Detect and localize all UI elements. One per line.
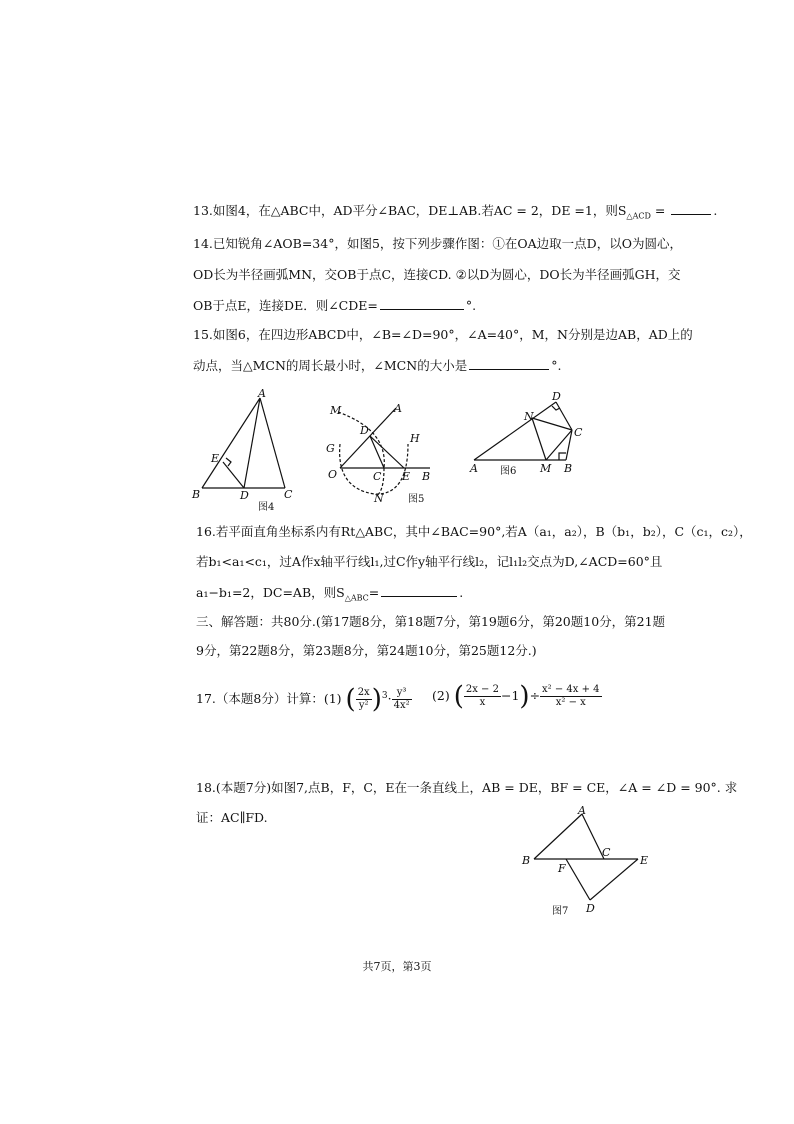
fig6-caption: 图6 [500,466,517,477]
fig6-label-M: M [540,462,552,475]
fig5-label-M: M [330,404,342,417]
question-14-line3: OB于点E，连接DE．则∠CDE= °. [193,298,477,313]
question-18-line1: 18.(本题7分)如图7,点B，F，C，E在一条直线上，AB = DE，BF = CE，∠A = ∠D = 90°. 求 [196,780,738,795]
figure-6 [466,390,586,482]
page-footer: 共7页，第3页 [362,960,432,973]
section-3-heading-cont: 9分，第22题8分，第23题8分，第24题10分，第25题12分.) [196,643,537,658]
fraction-4: $\frac{\text{x² − 4x + 4}}{\text{x² − x}}$ [542,684,600,708]
fraction-1: $\frac{2x}{\text{y²}}$ [357,687,370,712]
fig5-label-O: O [328,468,338,481]
question-14-line2: OD长为半径画弧MN，交OB于点C，连接CD. ②以D为圆心，DO长为半径画弧GH，交 [193,267,681,282]
question-15-line1: 15.如图6，在四边形ABCD中，∠B=∠D=90°，∠A=40°，M，N分别是边AB，AD上的 [193,327,693,342]
fig5-label-D: D [360,424,369,437]
fig7-label-C: C [602,846,611,859]
question-17: 17.（本题8分）计算：(1) ( $\frac{2x}{\text{y²}}$ )$^3$· $\frac{\text{y³}}{\text{4x²}}$ [196,684,410,715]
answer-blank[interactable] [469,357,549,370]
fig7-label-A: A [578,806,586,817]
fig6-label-A: A [470,462,478,475]
question-16-line3: a₁−b₁=2，DC=AB，则$S_{\triangle ABC}=$ . [196,585,464,603]
fig5-label-E: E [402,470,411,483]
fig6-label-N: N [524,410,534,423]
figure-7 [518,806,658,918]
fig5-caption: 图5 [408,494,425,505]
fig5-label-H: H [410,432,420,445]
answer-blank[interactable] [671,202,711,215]
answer-blank[interactable] [381,584,457,597]
answer-blank[interactable] [380,297,464,310]
fig6-label-D: D [552,390,561,403]
section-3-heading: 三、解答题：共80分.(第17题8分，第18题7分，第19题6分，第20题10分，第21题 [196,614,666,629]
question-18-line2: 证：AC∥FD. [196,810,268,825]
question-16-line2: 若b₁<a₁<c₁，过A作x轴平行线l₁,过C作y轴平行线l₂，记l₁l₂交点为D,∠ACD=60°且 [196,554,663,569]
question-16-line1: 16.若平面直角坐标系内有Rt△ABC，其中∠BAC=90°,若A（a₁，a₂），B（b₁，b₂），C（c₁，c₂）， [196,524,752,539]
fig5-label-B: B [422,470,431,483]
question-14-line1: 14.已知锐角∠AOB=34°，如图5，按下列步骤作图：①在OA边取一点D，以O为圆心， [193,236,682,251]
fig6-label-B: B [564,462,573,475]
figure-4 [190,388,300,516]
question-15-line2: 动点，当△MCN的周长最小时，∠MCN的大小是 °. [193,358,562,373]
fig5-label-A: A [394,402,402,415]
fig6-label-C: C [574,426,583,439]
fig4-label-B: B [192,488,201,501]
question-17-part2: (2) ( $\frac{2x - 2}{x}$ −1)÷ $\frac{\text{x² − 4x + 4}}{\text{x² − x}}$ [432,681,600,712]
fraction-2: $\frac{\text{y³}}{\text{4x²}}$ [393,687,410,712]
question-13: 13.如图4，在△ABC中，AD平分∠BAC，DE⊥AB.若AC = 2，DE =1，则$S_{\triangle ACD}$ = . [193,203,718,221]
fig5-label-C: C [373,470,382,483]
fig4-label-E: E [211,452,220,465]
fig4-label-C: C [284,488,293,501]
fig7-label-F: F [558,862,566,875]
figure-5 [318,400,440,510]
fig4-label-D: D [240,489,249,502]
fig5-label-G: G [326,442,335,455]
fig4-label-A: A [258,388,266,400]
fig7-label-B: B [522,854,531,867]
fraction-3: $\frac{2x - 2}{x}$ [465,684,499,708]
fig7-caption: 图7 [552,906,569,917]
fig4-caption: 图4 [258,502,275,513]
fig5-label-N: N [374,492,384,505]
fig7-label-D: D [586,902,595,915]
fig7-label-E: E [640,854,649,867]
